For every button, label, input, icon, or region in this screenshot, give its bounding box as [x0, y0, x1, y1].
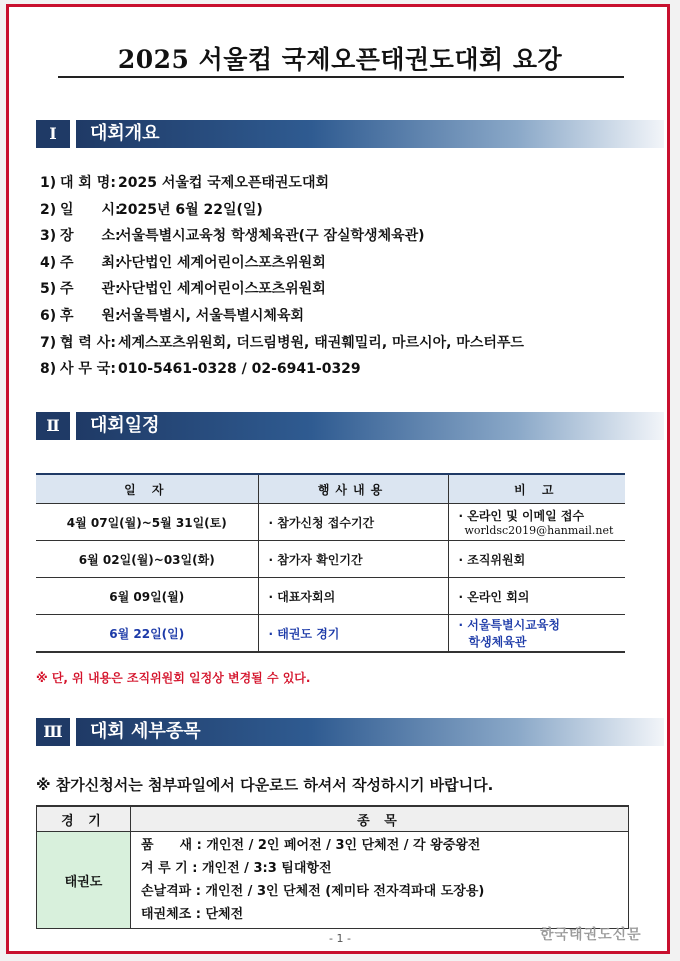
- event-item: 태권체조 : 단체전: [141, 907, 244, 922]
- item-value: 2025년 6월 22일(일): [118, 201, 263, 218]
- schedule-note-cell: [448, 504, 625, 541]
- overview-item: [40, 330, 640, 357]
- item-label: 후 원:: [60, 307, 121, 324]
- schedule-note: · 서울특별시교육청: [458, 618, 560, 632]
- overview-item: [40, 250, 640, 277]
- section-title: 대회개요: [76, 120, 664, 148]
- schedule-event: · 태권도 경기: [258, 615, 448, 653]
- item-value: 세계스포츠위원회, 더드림병원, 태권훼밀리, 마르시아, 마스터푸드: [118, 334, 524, 351]
- item-label: 일 시:: [60, 201, 121, 218]
- schedule-note: · 조직위원회: [448, 541, 625, 578]
- column-header-note: 비 고: [448, 474, 625, 504]
- schedule-date: 6월 09일(월): [36, 578, 258, 615]
- event-item: 손날격파 : 개인전 / 3인 단체전 (제미타 전자격파대 도장용): [141, 884, 485, 899]
- table-header-row: [37, 806, 629, 832]
- overview-item: [40, 170, 640, 197]
- section-number: Ⅰ: [36, 120, 70, 148]
- events-table: [36, 805, 629, 929]
- item-label: 사 무 국:: [60, 361, 116, 378]
- page-number: - 1 -: [329, 932, 351, 945]
- schedule-change-note: ※ 단, 위 내용은 조직위원회 일정상 변경될 수 있다.: [36, 671, 311, 685]
- event-item: 품 새 : 개인전 / 2인 페어전 / 3인 단체전 / 각 왕중왕전: [141, 838, 481, 853]
- table-row: [36, 578, 625, 615]
- item-value: 2025 서울컵 국제오픈태권도대회: [118, 175, 330, 191]
- sport-name: 태권도: [37, 832, 131, 929]
- table-row: [36, 504, 625, 541]
- section-number: Ⅲ: [36, 718, 70, 746]
- item-value: 사단법인 세계어린이스포츠위원회: [118, 281, 326, 298]
- schedule-date: 6월 02일(월)~03일(화): [36, 541, 258, 578]
- item-label: 주 최:: [60, 254, 121, 271]
- item-number: 2): [40, 201, 57, 218]
- schedule-event: · 대표자회의: [258, 578, 448, 615]
- table-header-row: [36, 474, 625, 504]
- email-address: worldsc2019@hanmail.net: [464, 524, 614, 537]
- column-header-category: 종 목: [131, 806, 629, 832]
- column-header-sport: 경 기: [37, 806, 131, 832]
- table-row: [36, 541, 625, 578]
- item-label: 장 소:: [60, 228, 121, 245]
- overview-item: [40, 223, 640, 250]
- item-number: 8): [40, 361, 57, 378]
- section-number: Ⅱ: [36, 412, 70, 440]
- schedule-date: 4월 07일(월)~5월 31일(토): [36, 504, 258, 541]
- section-title: 대회 세부종목: [76, 718, 664, 746]
- overview-list: [40, 170, 640, 383]
- section-header-schedule: [36, 412, 664, 440]
- item-label: 협 력 사:: [60, 334, 116, 351]
- item-value: 사단법인 세계어린이스포츠위원회: [118, 254, 326, 271]
- schedule-note-cell: [448, 615, 625, 653]
- item-value: 서울특별시교육청 학생체육관(구 잠실학생체육관): [118, 228, 425, 245]
- application-note: ※ 참가신청서는 첨부파일에서 다운로드 하셔서 작성하시기 바랍니다.: [36, 776, 494, 794]
- section-header-overview: [36, 120, 664, 148]
- newspaper-watermark: 한국태권도신문: [540, 927, 642, 943]
- item-number: 3): [40, 228, 57, 245]
- item-value: 서울특별시, 서울특별시체육회: [118, 307, 305, 324]
- event-item: 겨 루 기 : 개인전 / 3:3 팀대항전: [141, 861, 332, 876]
- overview-item: [40, 356, 640, 383]
- item-label: 주 관:: [60, 281, 121, 298]
- item-label: 대 회 명:: [60, 175, 116, 191]
- item-number: 5): [40, 281, 57, 298]
- item-number: 6): [40, 307, 57, 324]
- schedule-note-line2: 학생체육관: [468, 635, 527, 649]
- item-value: 010-5461-0328 / 02-6941-0329: [118, 361, 361, 378]
- title-underline: [58, 76, 624, 78]
- item-number: 4): [40, 254, 57, 271]
- column-header-date: 일 자: [36, 474, 258, 504]
- item-number: 7): [40, 334, 57, 351]
- document-title: 2025 서울컵 국제오픈태권도대회 요강: [117, 45, 563, 74]
- schedule-table: [36, 473, 625, 653]
- schedule-event: · 참가자 확인기간: [258, 541, 448, 578]
- section-title: 대회일정: [76, 412, 664, 440]
- overview-item: [40, 303, 640, 330]
- overview-item: [40, 197, 640, 224]
- column-header-event: 행사내용: [258, 474, 448, 504]
- overview-item: [40, 276, 640, 303]
- schedule-note: · 온라인 회의: [448, 578, 625, 615]
- section-header-events: [36, 718, 664, 746]
- schedule-event: · 참가신청 접수기간: [258, 504, 448, 541]
- schedule-note: · 온라인 및 이메일 접수: [458, 509, 585, 523]
- table-row-highlight: [36, 615, 625, 653]
- event-categories: [131, 832, 629, 929]
- item-number: 1): [40, 175, 57, 191]
- table-row: [37, 832, 629, 929]
- schedule-date: 6월 22일(일): [36, 615, 258, 653]
